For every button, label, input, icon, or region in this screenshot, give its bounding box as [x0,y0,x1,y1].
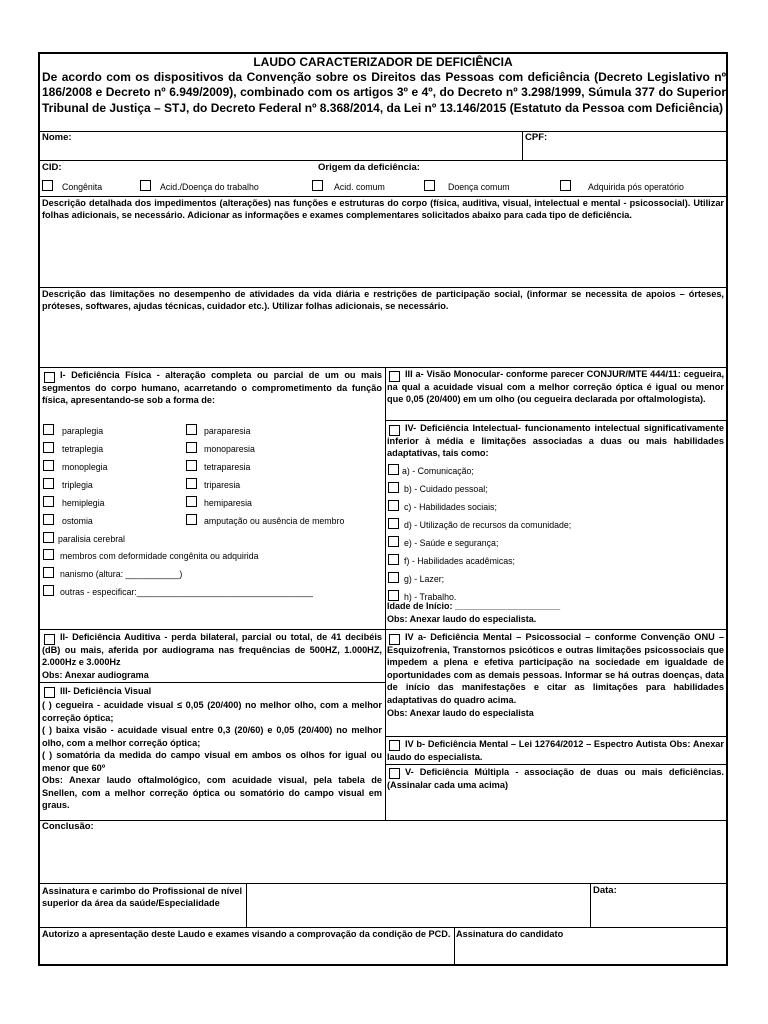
physical-option-label: monoplegia [62,462,108,472]
intellectual-option-label: e) - Saúde e segurança; [404,538,499,548]
physical-option-checkbox[interactable] [43,478,54,489]
intellectual-option-checkbox[interactable] [388,572,399,583]
multiple-heading: V- Deficiência Múltipla - associação de duas ou mais deficiências. (Assinalar cada uma acima) [387,767,724,790]
intellectual-option-label: g) - Lazer; [404,574,445,584]
onset-age-label: Idade de Início: _____________________ [387,601,561,611]
date-field[interactable] [593,899,723,925]
visual-checkbox[interactable] [44,687,55,698]
intellectual-option-checkbox[interactable] [388,536,399,547]
physical-option-label: monoparesia [204,444,255,454]
conclusion-label: Conclusão: [42,821,94,832]
physical-option-checkbox[interactable] [186,442,197,453]
intellectual-option-label: h) - Trabalho. [404,592,457,602]
visual-option-blindness[interactable]: ( ) cegueira - acuidade visual ≤ 0,05 (20/400) no melhor olho, com a melhor correção óptica; [42,700,382,723]
origin-option-label: Acid. comum [334,182,385,192]
date-label: Data: [593,885,617,896]
physical-option-label: hemiplegia [62,498,105,508]
physical-option-checkbox[interactable] [186,514,197,525]
physical-option-checkbox[interactable] [43,424,54,435]
origin-option-label: Doença comum [448,182,510,192]
physical-option-checkbox[interactable] [43,532,54,543]
physical-option-label: triparesia [204,480,241,490]
name-label: Nome: [42,132,72,143]
professional-signature-label: Assinatura e carimbo do Profissional de nível superior da área da saúde/Especialidade [42,886,242,909]
visual-option-low-vision[interactable]: ( ) baixa visão - acuidade visual entre 0,3 (20/60) e 0,05 (20/400) no melhor olho, com a melhor correção óptica; [42,725,382,748]
physical-option-label: paralisia cerebral [58,534,125,544]
physical-option-label: ostomia [62,516,93,526]
origin-option-label: Congênita [62,182,103,192]
hearing-note: Obs: Anexar audiograma [42,670,149,680]
authorization-text: Autorizo a apresentação deste Laudo e exames visando a comprovação da condição de PCD. [42,929,451,939]
intellectual-option-label: b) - Cuidado pessoal; [404,484,488,494]
physical-option-checkbox[interactable] [43,567,54,578]
intellectual-option-label: f) - Habilidades acadêmicas; [404,556,515,566]
physical-option-label: amputação ou ausência de membro [204,516,345,526]
origin-label: Origem da deficiência: [318,162,420,173]
cid-label: CID: [42,162,62,173]
origin-checkbox-trabalho[interactable] [140,180,151,191]
hearing-heading: II- Deficiência Auditiva - perda bilateral, parcial ou total, de 41 decibéis (dB) ou mais, aferida por audiograma nas frequências de 500HZ, 1.000HZ, 2.000Hz e 3.000Hz [42,632,382,668]
physical-option-label: nanismo (altura: ___________) [60,569,183,579]
intellectual-heading: IV- Deficiência Intelectual- funcionamento intelectual significativamente inferior à média e limitações associadas a duas ou mais habilidades adaptativas, tais como: [387,423,724,459]
intellectual-option-checkbox[interactable] [388,554,399,565]
physical-option-checkbox[interactable] [43,496,54,507]
origin-option-label: Adquirida pós operatório [588,182,684,192]
mental-heading: IV a- Deficiência Mental – Psicossocial – conforme Convenção ONU – Esquizofrenia, Transtornos psicóticos e outras limitações psicossociais que impedem a plena e efetiva participação na sociedade em igualdade de oportunidades com as demais pessoas. Informar se há outras doenças, data de início das manifestações e citar as limitações para habilidades adaptativas do quadro acima. [387,632,724,705]
physical-option-checkbox[interactable] [186,496,197,507]
impairments-description: Descrição detalhada dos impedimentos (alterações) nas funções e estruturas do corpo (física, auditiva, visual, intelectual e mental - psicossocial). Utilizar folhas adicionais, se necessário. Adicionar as informações e exames complementares solicitados abaixo para cada tipo de deficiência. [42,198,724,221]
intellectual-option-label: c) - Habilidades sociais; [404,502,497,512]
intellectual-option-checkbox[interactable] [388,590,399,601]
physical-option-label: tetraplegia [62,444,104,454]
mental-note: Obs: Anexar laudo do especialista [387,708,534,718]
physical-option-label: paraparesia [204,426,251,436]
origin-checkbox-congenita[interactable] [42,180,53,191]
candidate-signature-field[interactable] [458,942,722,964]
form-title: LAUDO CARACTERIZADOR DE DEFICIÊNCIA [253,55,513,69]
form-frame [38,52,728,966]
monocular-heading: III a- Visão Monocular- conforme parecer CONJUR/MTE 444/11: cegueira, na qual a acuidade visual com a melhor correção óptica é igual ou menor que 0,05 (20/400) em um olho (ou cegueira declarada por oftalmologista). [387,369,724,405]
form-intro: De acordo com os dispositivos da Convenção sobre os Direitos das Pessoas com deficiência (Decreto Legislativo nº 186/2008 e Decreto nº 6.949/2009), combinado com os artigos 3º e 4º, do Decreto nº 3.298/1999, Súmula 377 do Superior Tribunal de Justiça – STJ, do Decreto Federal nº 8.368/2014, da Lei nº 13.146/2015 (Estatuto da Pessoa com Deficiência) [42,70,726,115]
physical-option-checkbox[interactable] [186,460,197,471]
physical-option-checkbox[interactable] [43,514,54,525]
physical-heading: I- Deficiência Física - alteração completa ou parcial de um ou mais segmentos do corpo humano, acarretando o comprometimento da função física, apresentando-se sob a forma de: [42,370,382,406]
physical-option-checkbox[interactable] [43,460,54,471]
impairments-field[interactable] [42,236,724,286]
physical-option-checkbox[interactable] [186,424,197,435]
physical-option-checkbox[interactable] [186,478,197,489]
intellectual-option-checkbox[interactable] [388,518,399,529]
intellectual-note: Obs: Anexar laudo do especialista. [387,614,537,624]
origin-checkbox-pos-operatorio[interactable] [560,180,571,191]
origin-checkbox-doenca-comum[interactable] [424,180,435,191]
visual-heading: III- Deficiência Visual [60,686,152,696]
physical-option-checkbox[interactable] [43,585,54,596]
intellectual-option-checkbox[interactable] [388,500,399,511]
cpf-field[interactable] [560,134,720,160]
professional-signature-field[interactable] [250,886,586,924]
visual-note: Obs: Anexar laudo oftalmológico, com acuidade visual, pela tabela de Snellen, com a melhor correção óptica ou somatório do campo visual em graus. [42,775,382,811]
autism-heading: IV b- Deficiência Mental – Lei 12764/2012 – Espectro Autista Obs: Anexar laudo do especialista. [387,739,724,762]
origin-option-label: Acid./Doença do trabalho [160,182,259,192]
intellectual-option-label: a) - Comunicação; [402,466,474,476]
physical-option-label: triplegia [62,480,93,490]
physical-option-checkbox[interactable] [43,549,54,560]
physical-option-checkbox[interactable] [43,442,54,453]
conclusion-field[interactable] [42,834,724,882]
physical-option-label: membros com deformidade congênita ou adquirida [60,551,259,561]
intellectual-option-label: d) - Utilização de recursos da comunidade; [404,520,572,530]
physical-option-label: paraplegia [62,426,104,436]
physical-option-label: outras - especificar:____________________________________ [60,587,313,597]
visual-option-field[interactable]: ( ) somatória da medida do campo visual em ambos os olhos for igual ou menor que 60º [42,750,382,773]
physical-option-label: tetraparesia [204,462,251,472]
intellectual-option-checkbox[interactable] [388,464,399,475]
limitations-field[interactable] [42,316,724,366]
cpf-label: CPF: [525,132,548,143]
intellectual-option-checkbox[interactable] [388,482,399,493]
candidate-signature-label: Assinatura do candidato [456,929,564,939]
limitations-description: Descrição das limitações no desempenho de atividades da vida diária e restrições de participação social, (informar se necessita de apoios – órteses, próteses, softwares, ajudas técnicas, cuidador etc.). Utilizar folhas adicionais, se necessário. [42,289,724,312]
physical-option-label: hemiparesia [204,498,252,508]
name-field[interactable] [80,134,520,160]
origin-checkbox-acid-comum[interactable] [312,180,323,191]
